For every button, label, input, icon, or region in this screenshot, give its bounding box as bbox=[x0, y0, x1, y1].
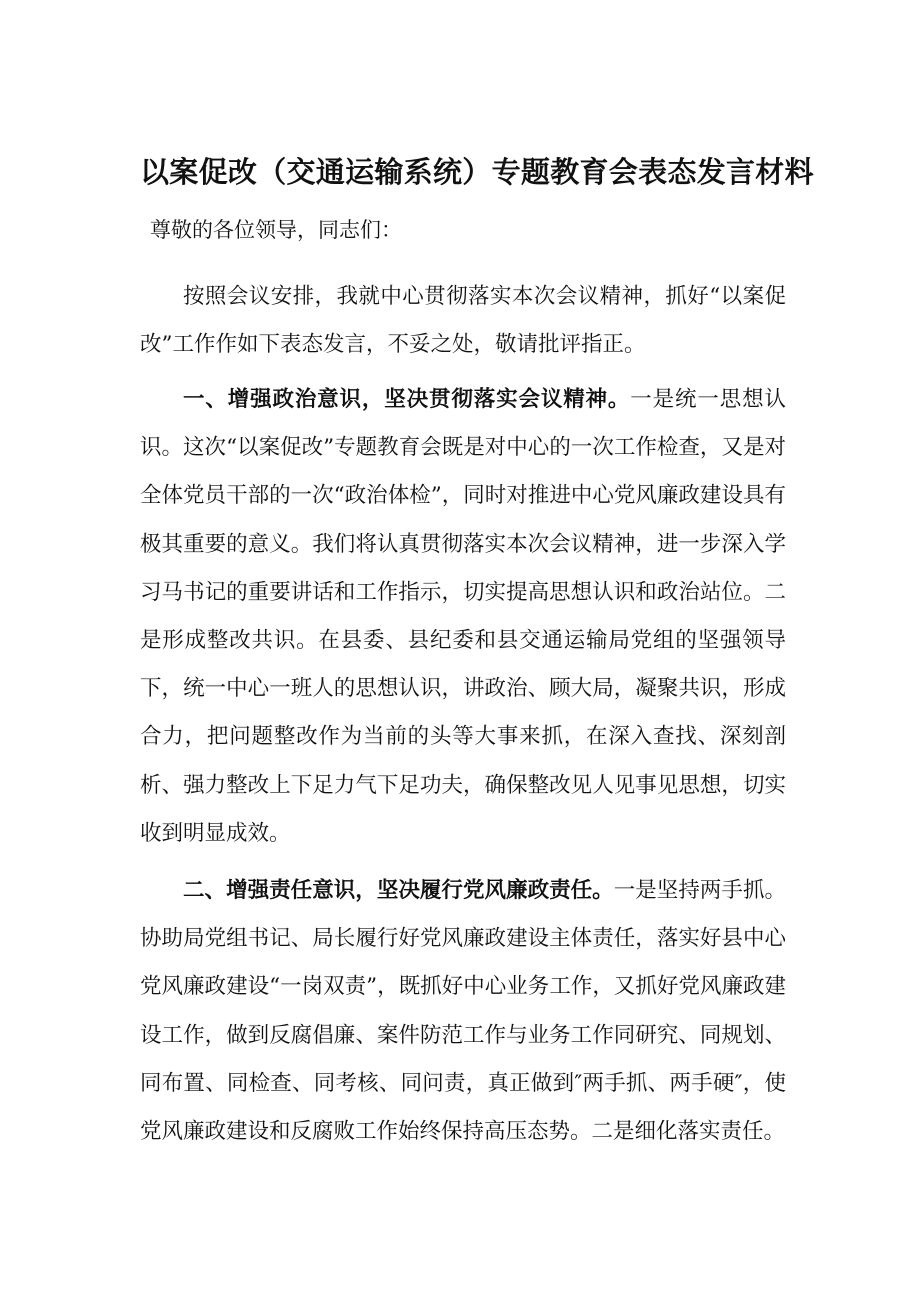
body-paragraph-2 bbox=[140, 376, 786, 858]
body-paragraph-1 bbox=[140, 273, 786, 369]
paragraph-2-text: 一是统一思想认识。这次“以案促改”专题教育会既是对中心的一次工作检查，又是对全体党员干部的一次“政治体检”，同时对推进中心党风廉政建设具有极其重要的意义。我们将认真贯彻落实本次会议精神，进一步深入学习马书记的重要讲话和工作指示，切实提高思想认识和政治站位。二是形成整改共识。在县委、县纪委和县交通运输局党组的坚强领导下，统一中心一班人的思想认识，讲政治、顾大局，凝聚共识，形成合力，把问题整改作为当前的头等大事来抓，在深入查找、深刻剖析、强力整改上下足力气下足功夫，确保整改见人见事见思想，切实收到明显成效。 bbox=[140, 387, 786, 846]
salutation: 尊敬的各位领导，同志们： bbox=[150, 218, 402, 242]
document-title: 以案促改（交通运输系统）专题教育会表态发言材料 bbox=[140, 155, 814, 189]
paragraph-1-text: 按照会议安排，我就中心贯彻落实本次会议精神，抓好“以案促改”工作作如下表态发言，不妥之处，敬请批评指正。 bbox=[140, 284, 786, 358]
paragraph-3-heading: 二、增强责任意识，坚决履行党风廉政责任。 bbox=[183, 878, 614, 903]
body-paragraph-3 bbox=[140, 867, 786, 1156]
paragraph-3-text: 一是坚持两手抓。协助局党组书记、局长履行好党风廉政建设主体责任，落实好县中心党风廉政建设“一岗双责”，既抓好中心业务工作，又抓好党风廉政建设工作，做到反腐倡廉、案件防范工作与业务工作同研究、同规划、同布置、同检查、同考核、同问责，真正做到″两手抓、两手硬″，使党风廉政建设和反腐败工作始终保持高压态势。二是细化落实责任。 bbox=[140, 878, 786, 1145]
paragraph-2-heading: 一、增强政治意识，坚决贯彻落实会议精神。 bbox=[183, 387, 631, 412]
